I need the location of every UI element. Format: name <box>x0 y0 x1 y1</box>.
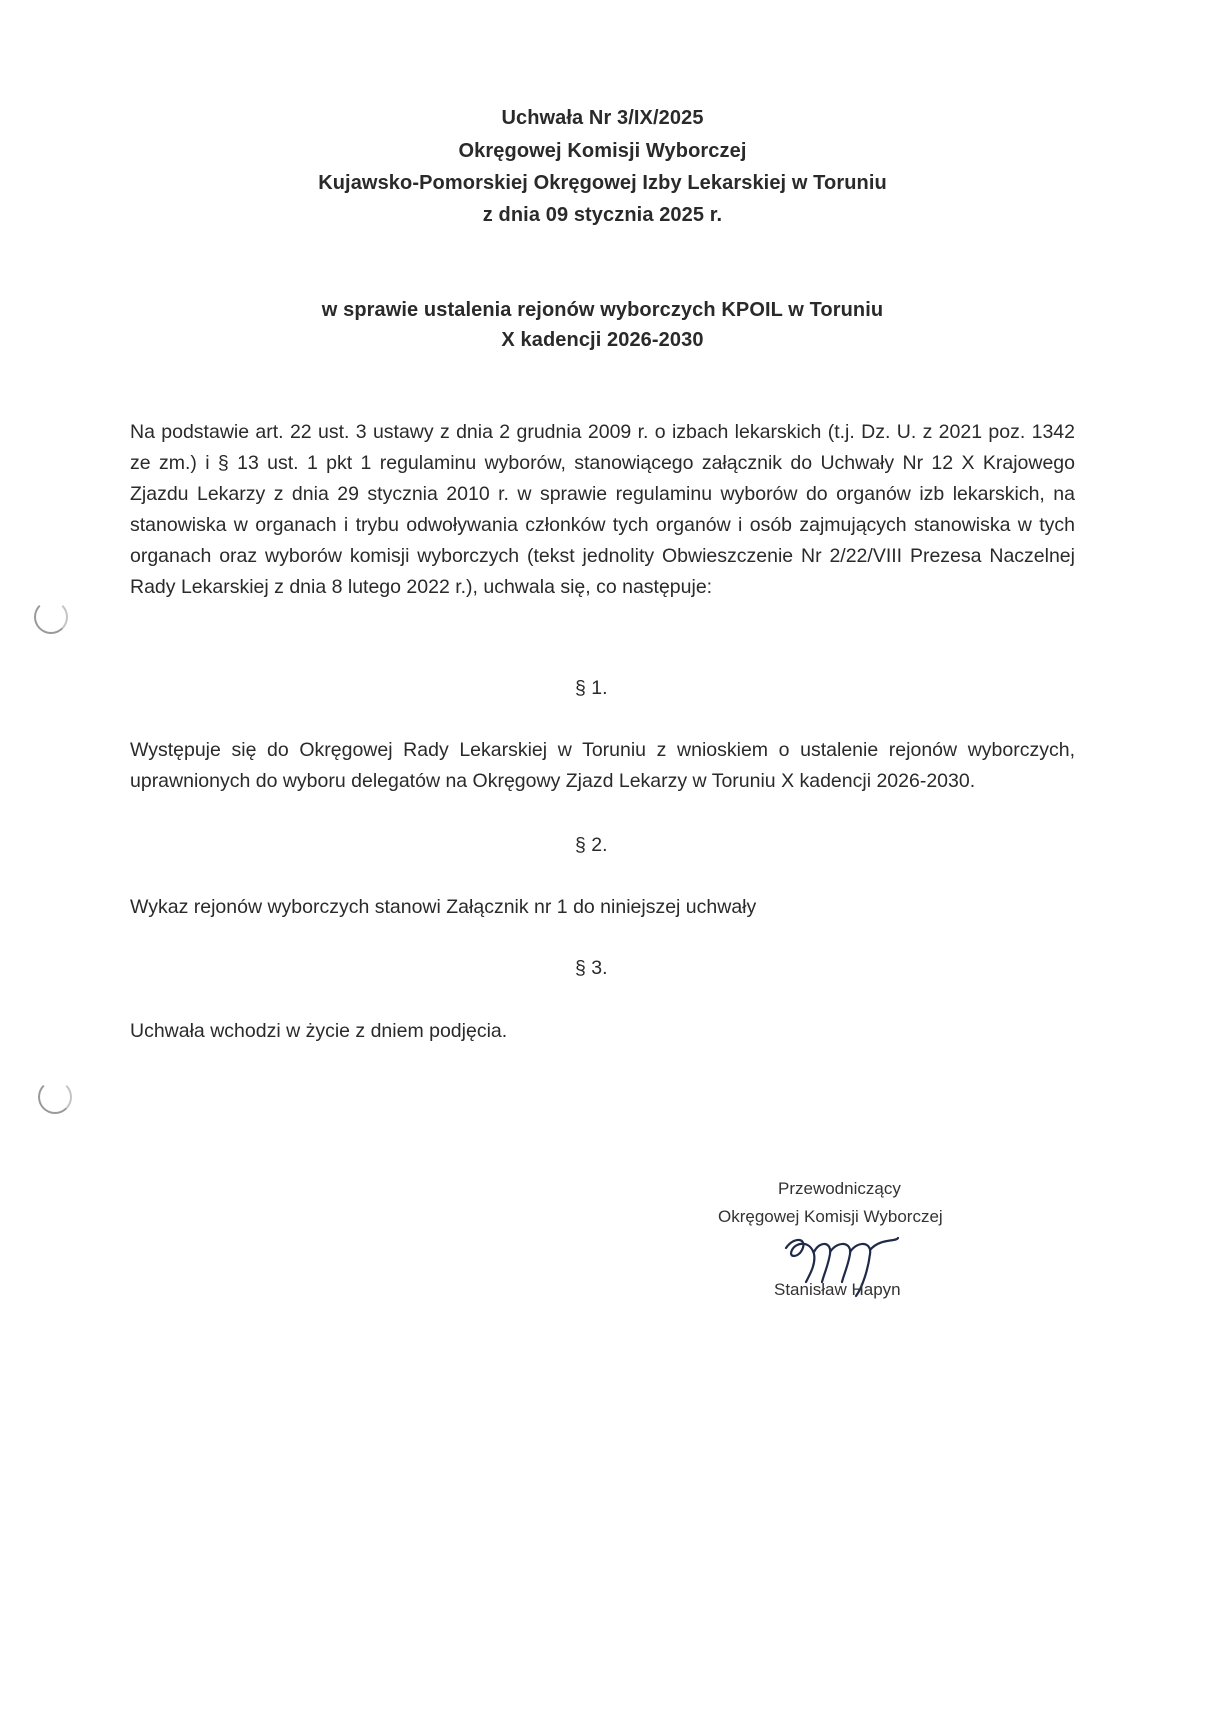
subject-line-1: w sprawie ustalenia rejonów wyborczych KPOIL w Toruniu <box>321 299 884 321</box>
section-3-text: Uchwała wchodzi w życie z dniem podjęcia. <box>130 1020 508 1042</box>
preamble-paragraph: Na podstawie art. 22 ust. 3 ustawy z dnia 2 grudnia 2009 r. o izbach lekarskich (t.j. Dz. U. z 2021 poz. 1342 ze zm.) i § 13 ust. 1 pkt 1 regulaminu wyborów, stanowiącego załącznik do Uchwały Nr 12 X Krajowego Zjazdu Lekarzy z dnia 29 stycznia 2010 r. w sprawie regulaminu wyborów do organów izb lekarskich, na stanowiska w organach i trybu odwoływania członków tych organów i osób zajmujących stanowiska w tych organach oraz wyborów komisji wyborczych (tekst jednolity Obwieszczenie Nr 2/22/VIII Prezesa Naczelnej Rady Lekarskiej z dnia 8 lutego 2022 r.), uchwala się, co następuje: <box>130 421 1075 598</box>
signatory-title: Przewodniczący <box>778 1179 901 1198</box>
section-1-text: Występuje się do Okręgowej Rady Lekarskiej w Toruniu z wnioskiem o ustalenie rejonów wyborczych, uprawnionych do wyboru delegatów na Okręgowy Zjazd Lekarzy w Toruniu X kadencji 2026-2030. <box>130 739 1075 792</box>
resolution-date: z dnia 09 stycznia 2025 r. <box>482 204 723 226</box>
subject-line-2: X kadencji 2026-2030 <box>501 329 704 351</box>
section-3-mark: § 3. <box>575 957 608 979</box>
signatory-organ: Okręgowej Komisji Wyborczej <box>718 1207 943 1226</box>
committee-name: Okręgowej Komisji Wyborczej <box>458 140 747 162</box>
section-2-mark: § 2. <box>575 834 608 856</box>
chamber-name: Kujawsko-Pomorskiej Okręgowej Izby Lekarskiej w Toruniu <box>318 172 887 194</box>
section-2-text: Wykaz rejonów wyborczych stanowi Załącznik nr 1 do niniejszej uchwały <box>130 896 757 918</box>
section-1-mark: § 1. <box>575 677 608 699</box>
signatory-name: Stanisław Hapyn <box>774 1280 901 1299</box>
punch-hole-mark-bottom <box>38 1080 72 1114</box>
resolution-number: Uchwała Nr 3/IX/2025 <box>501 107 704 129</box>
punch-hole-mark-top <box>34 600 68 634</box>
